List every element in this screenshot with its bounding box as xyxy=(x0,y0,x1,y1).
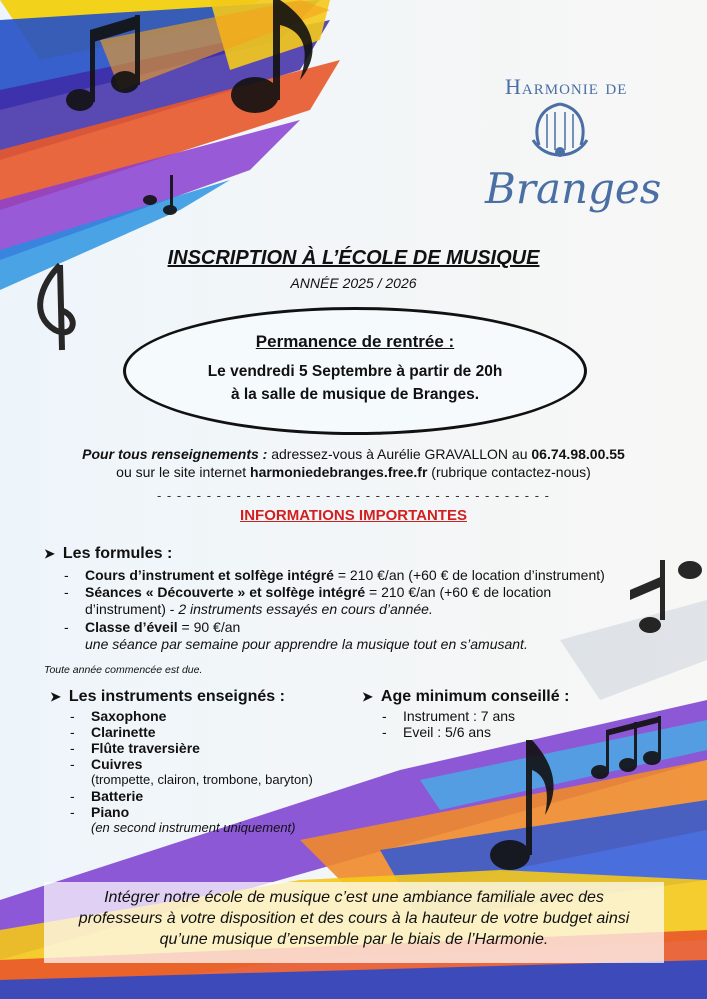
harmonie-logo xyxy=(475,70,662,220)
formule-2-price: = 210 €/an (+60 € de location xyxy=(365,584,552,600)
permanence-oval xyxy=(123,307,587,435)
instruments-heading xyxy=(50,688,285,706)
instrument-item: - Batterie xyxy=(70,788,144,804)
formule-item-1: - Cours d’instrument et solfège intégré = 210 €/an (+60 € de location d’instrument) xyxy=(64,567,605,583)
instrument-item: - Flûte traversière xyxy=(70,740,200,756)
formules-heading xyxy=(44,545,172,563)
instrument-item: - Saxophone xyxy=(70,708,167,724)
cuivres-detail: (trompette, clairon, trombone, baryton) xyxy=(91,772,313,787)
contact-site[interactable]: harmoniedebranges.free.fr xyxy=(250,464,428,480)
footer-line-2: professeurs à votre disposition et des cours à la hauteur de votre budget ainsi xyxy=(78,910,630,927)
footer-line-1: Intégrer notre école de musique c’est une ambiance familiale avec des xyxy=(104,889,604,906)
page-title: INSCRIPTION À L’ÉCOLE DE MUSIQUE xyxy=(167,247,540,269)
infos-title: INFORMATIONS IMPORTANTES xyxy=(240,507,467,524)
instrument-name: Clarinette xyxy=(91,724,156,740)
formule-item-2-cont xyxy=(64,601,664,619)
contact-text1: adressez-vous à Aurélie GRAVALLON au xyxy=(267,446,532,462)
contact-line-1 xyxy=(0,446,707,462)
contact-text3: (rubrique contactez-nous) xyxy=(427,464,591,480)
formule-item-3-desc xyxy=(64,636,664,654)
arrow-icon: ➤ xyxy=(362,689,373,704)
formule-item-3: - Classe d’éveil = 90 €/an xyxy=(64,619,241,635)
permanence-date: Le vendredi 5 Septembre à partir de 20h xyxy=(207,363,503,380)
formule-1-price: = 210 €/an (+60 € de location d’instrument) xyxy=(333,567,605,583)
instrument-item: - Cuivres xyxy=(70,756,143,772)
age-value: Instrument : 7 ans xyxy=(403,708,516,724)
instrument-name: Cuivres xyxy=(91,756,143,772)
arrow-icon: ➤ xyxy=(44,546,55,561)
formule-2-cont: d’instrument) - xyxy=(85,601,179,617)
logo-text-bottom: Branges xyxy=(485,164,662,213)
piano-detail: (en second instrument uniquement) xyxy=(91,820,296,835)
contact-phone: 06.74.98.00.55 xyxy=(531,446,625,462)
formules-heading-text: Les formules : xyxy=(62,545,173,562)
age-item: - Instrument : 7 ans xyxy=(382,708,516,724)
formule-item-2: - Séances « Découverte » et solfège intégré = 210 €/an (+60 € de location xyxy=(64,584,552,600)
instrument-item: - Piano xyxy=(70,804,130,820)
instrument-name: Saxophone xyxy=(91,708,167,724)
permanence-place: à la salle de musique de Branges. xyxy=(230,386,480,403)
age-value: Eveil : 5/6 ans xyxy=(403,724,491,740)
contact-text2: ou sur le site internet xyxy=(116,464,251,480)
instrument-name: Piano xyxy=(91,804,130,820)
footer-line-3: qu’une musique d’ensemble par le biais de l’Harmonie. xyxy=(159,931,549,948)
formule-2-name: Séances « Découverte » et solfège intégré xyxy=(85,584,366,600)
instrument-name: Flûte traversière xyxy=(91,740,200,756)
footer-message xyxy=(44,882,664,963)
age-item: - Eveil : 5/6 ans xyxy=(382,724,491,740)
formule-1-name: Cours d’instrument et solfège intégré xyxy=(85,567,334,583)
instrument-name: Batterie xyxy=(91,788,144,804)
permanence-heading: Permanence de rentrée : xyxy=(255,332,455,351)
instrument-item: - Clarinette xyxy=(70,724,156,740)
formule-3-price: = 90 €/an xyxy=(177,619,241,635)
instruments-heading-text: Les instruments enseignés : xyxy=(68,688,285,705)
age-heading-text: Age minimum conseillé : xyxy=(380,688,570,705)
logo-text-top: Harmonie de xyxy=(505,74,628,99)
formule-3-name: Classe d’éveil xyxy=(85,619,178,635)
year-note: Toute année commencée est due. xyxy=(44,664,203,676)
school-year: ANNÉE 2025 / 2026 xyxy=(290,275,417,291)
contact-line-2 xyxy=(0,464,707,480)
age-heading xyxy=(362,688,569,706)
contact-lead: Pour tous renseignements : xyxy=(82,446,268,462)
formule-3-note: une séance par semaine pour apprendre la musique tout en s’amusant. xyxy=(85,636,528,652)
separator-dashes: - - - - - - - - - - - - - - - - - - - - - - - - - - - - - - - - - - - - - - - - xyxy=(156,488,551,503)
formule-2-note: 2 instruments essayés en cours d’année. xyxy=(178,601,433,617)
lyre-icon xyxy=(525,100,595,162)
arrow-icon: ➤ xyxy=(50,689,61,704)
